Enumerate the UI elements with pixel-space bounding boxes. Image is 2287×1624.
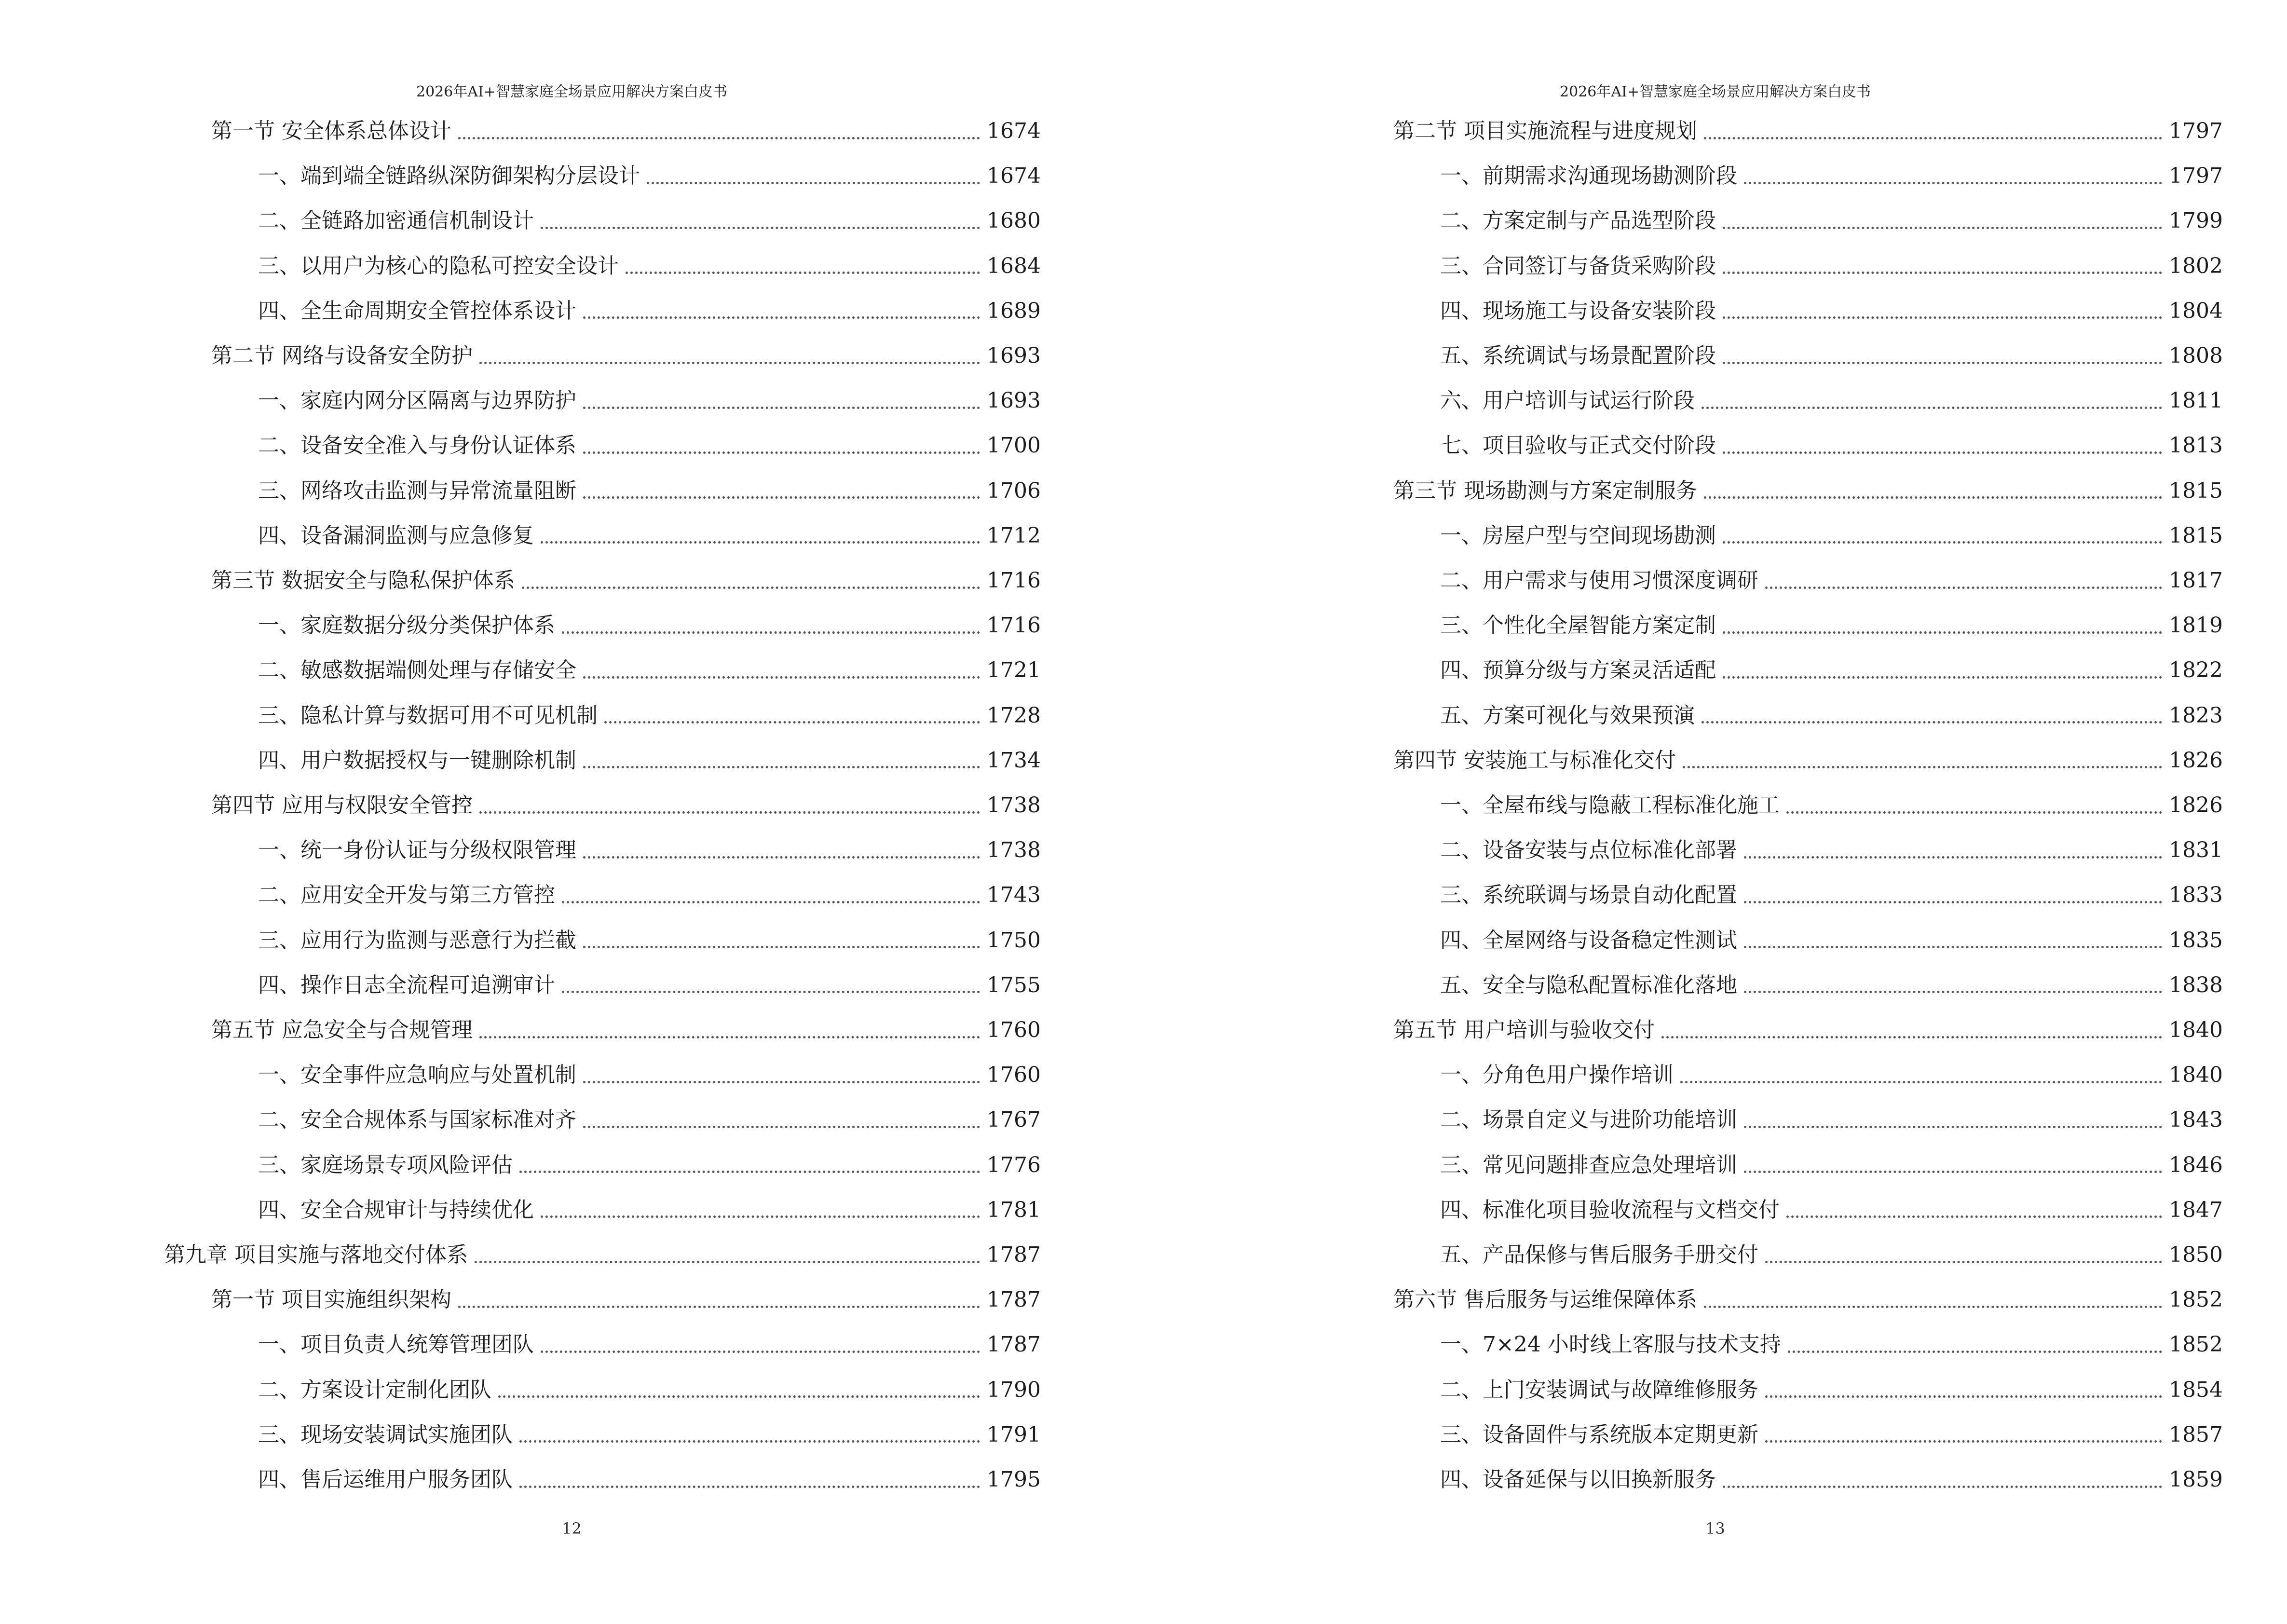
toc-entry-page: 1819 bbox=[2169, 613, 2223, 638]
toc-entry-page: 1840 bbox=[2169, 1018, 2223, 1042]
dot-leader bbox=[479, 1036, 980, 1038]
dot-leader bbox=[1744, 856, 2162, 859]
dot-leader bbox=[541, 1351, 980, 1353]
toc-entry-title: 第一节 项目实施组织架构 bbox=[211, 1287, 451, 1312]
toc-entry-page: 1674 bbox=[987, 164, 1041, 189]
toc-entry-page: 1787 bbox=[987, 1332, 1041, 1357]
toc-entry-title: 第一节 安全体系总体设计 bbox=[211, 119, 451, 143]
dot-leader bbox=[541, 541, 980, 544]
toc-entry-page: 1852 bbox=[2169, 1287, 2223, 1312]
dot-leader bbox=[583, 1126, 980, 1128]
toc-entry-title: 一、家庭内网分区隔离与边界防护 bbox=[258, 388, 576, 413]
toc-entry-title: 一、房屋户型与空间现场勘测 bbox=[1440, 523, 1716, 548]
toc-entry-title: 七、项目验收与正式交付阶段 bbox=[1440, 433, 1716, 458]
toc-entry-title: 二、方案定制与产品选型阶段 bbox=[1440, 208, 1716, 233]
toc-entry-page: 1815 bbox=[2169, 523, 2223, 548]
dot-leader bbox=[1765, 1395, 2162, 1398]
toc-entry-title: 三、应用行为监测与恶意行为拦截 bbox=[258, 928, 576, 953]
toc-entry[interactable] bbox=[164, 520, 1041, 551]
dot-leader bbox=[1702, 407, 2162, 409]
toc-entry[interactable] bbox=[1346, 745, 2223, 776]
toc-entry-page: 1817 bbox=[2169, 568, 2223, 593]
toc-entry[interactable] bbox=[164, 1060, 1041, 1091]
dot-leader bbox=[1723, 227, 2162, 229]
dot-leader bbox=[541, 1215, 980, 1218]
toc-entry-page: 1716 bbox=[987, 568, 1041, 593]
dot-leader bbox=[1744, 991, 2162, 993]
toc-entry[interactable] bbox=[164, 430, 1041, 461]
dot-leader bbox=[583, 766, 980, 768]
dot-leader bbox=[1704, 1306, 2162, 1308]
toc-entry-title: 五、产品保修与售后服务手册交付 bbox=[1440, 1242, 1758, 1267]
toc-entry-page: 1750 bbox=[987, 928, 1041, 953]
toc-entry[interactable] bbox=[164, 700, 1041, 731]
toc-entry[interactable] bbox=[164, 1329, 1041, 1360]
toc-entry-title: 四、用户数据授权与一键删除机制 bbox=[258, 748, 576, 773]
toc-entry-title: 三、家庭场景专项风险评估 bbox=[258, 1152, 513, 1177]
toc-entry[interactable] bbox=[1346, 1284, 2223, 1315]
toc-entry[interactable] bbox=[1346, 205, 2223, 236]
toc-entry-page: 1797 bbox=[2169, 119, 2223, 143]
toc-entry-title: 三、常见问题排查应急处理培训 bbox=[1440, 1152, 1737, 1177]
dot-leader bbox=[479, 811, 980, 814]
toc-entry[interactable] bbox=[164, 1150, 1041, 1181]
toc-entry-page: 1857 bbox=[2169, 1422, 2223, 1447]
toc-entry-title: 四、设备漏洞监测与应急修复 bbox=[258, 523, 534, 548]
toc-entry-page: 1738 bbox=[987, 793, 1041, 818]
toc-entry[interactable] bbox=[164, 970, 1041, 1001]
dot-leader bbox=[1723, 362, 2162, 364]
toc-entry-page: 1835 bbox=[2169, 928, 2223, 953]
toc-entry-page: 1674 bbox=[987, 119, 1041, 143]
toc-entry-title: 四、全生命周期安全管控体系设计 bbox=[258, 298, 576, 323]
toc-entry-title: 第五节 用户培训与验收交付 bbox=[1393, 1018, 1655, 1042]
toc-entry-page: 1787 bbox=[987, 1242, 1041, 1267]
page-number: 13 bbox=[1705, 1519, 1725, 1538]
toc-entry[interactable] bbox=[1346, 251, 2223, 282]
dot-leader bbox=[1765, 1440, 2162, 1443]
toc-entry-page: 1776 bbox=[987, 1152, 1041, 1177]
toc-entry[interactable] bbox=[1346, 1150, 2223, 1181]
dot-leader bbox=[1744, 901, 2162, 903]
toc-entry-page: 1847 bbox=[2169, 1197, 2223, 1222]
toc-entry[interactable] bbox=[164, 1195, 1041, 1226]
dot-leader bbox=[583, 316, 980, 319]
toc-entry-title: 五、系统调试与场景配置阶段 bbox=[1440, 343, 1716, 368]
toc-entry-page: 1781 bbox=[987, 1197, 1041, 1222]
dot-leader bbox=[541, 227, 980, 229]
toc-entry-title: 四、预算分级与方案灵活适配 bbox=[1440, 658, 1716, 683]
dot-leader bbox=[1765, 1261, 2162, 1263]
toc-entry-page: 1795 bbox=[987, 1467, 1041, 1492]
toc-entry-title: 一、家庭数据分级分类保护体系 bbox=[258, 613, 555, 638]
toc-entry-title: 四、安全合规审计与持续优化 bbox=[258, 1197, 534, 1222]
dot-leader bbox=[479, 362, 980, 364]
toc-entry-page: 1706 bbox=[987, 478, 1041, 503]
toc-entry-page: 1843 bbox=[2169, 1107, 2223, 1133]
toc-entry-title: 第四节 安装施工与标准化交付 bbox=[1393, 748, 1676, 773]
toc-entry[interactable] bbox=[1346, 925, 2223, 956]
toc-entry-title: 二、场景自定义与进阶功能培训 bbox=[1440, 1107, 1737, 1133]
dot-leader bbox=[583, 407, 980, 409]
toc-entry-page: 1684 bbox=[987, 253, 1041, 278]
toc-entry[interactable] bbox=[164, 790, 1041, 821]
toc-entry-title: 第五节 应急安全与合规管理 bbox=[211, 1018, 473, 1042]
running-header: 2026年AI+智慧家庭全场景应用解决方案白皮书 bbox=[416, 83, 727, 100]
toc-entry[interactable] bbox=[164, 1105, 1041, 1135]
toc-entry-title: 三、现场安装调试实施团队 bbox=[258, 1422, 513, 1447]
dot-leader bbox=[1744, 946, 2162, 948]
toc-entry[interactable] bbox=[164, 385, 1041, 416]
toc-entry[interactable] bbox=[1346, 835, 2223, 866]
toc-entry-page: 1823 bbox=[2169, 703, 2223, 728]
toc-entry-title: 一、7×24 小时线上客服与技术支持 bbox=[1440, 1332, 1781, 1357]
toc-entry[interactable] bbox=[164, 610, 1041, 641]
toc-entry-title: 三、网络攻击监测与异常流量阻断 bbox=[258, 478, 576, 503]
toc-entry[interactable] bbox=[1346, 880, 2223, 911]
toc-entry[interactable] bbox=[164, 1240, 1041, 1270]
dot-leader bbox=[562, 631, 980, 634]
dot-leader bbox=[604, 721, 980, 723]
toc-entry[interactable] bbox=[1346, 1195, 2223, 1226]
dot-leader bbox=[458, 137, 980, 139]
toc-entry-page: 1700 bbox=[987, 433, 1041, 458]
toc-entry-title: 三、隐私计算与数据可用不可见机制 bbox=[258, 703, 598, 728]
toc-entry-title: 四、售后运维用户服务团队 bbox=[258, 1467, 513, 1492]
dot-leader bbox=[583, 496, 980, 499]
page-number: 12 bbox=[562, 1519, 582, 1538]
toc-entry-title: 五、方案可视化与效果预演 bbox=[1440, 703, 1695, 728]
toc-entry-title: 四、现场施工与设备安装阶段 bbox=[1440, 298, 1716, 323]
toc-entry[interactable] bbox=[1346, 655, 2223, 686]
dot-leader bbox=[583, 946, 980, 948]
toc-entry[interactable] bbox=[1346, 565, 2223, 596]
toc-entry-page: 1787 bbox=[987, 1287, 1041, 1312]
toc-entry-page: 1755 bbox=[987, 972, 1041, 997]
toc-entry-page: 1799 bbox=[2169, 208, 2223, 233]
dot-leader bbox=[1788, 1351, 2162, 1353]
toc-entry[interactable] bbox=[164, 1375, 1041, 1406]
toc-entry[interactable] bbox=[1346, 116, 2223, 147]
dot-leader bbox=[1704, 496, 2162, 499]
dot-leader bbox=[583, 856, 980, 859]
toc-entry-title: 一、统一身份认证与分级权限管理 bbox=[258, 838, 576, 863]
toc-entry-title: 二、设备安装与点位标准化部署 bbox=[1440, 838, 1737, 863]
toc-entry-title: 二、全链路加密通信机制设计 bbox=[258, 208, 534, 233]
toc-entry[interactable] bbox=[164, 205, 1041, 236]
toc-entry-page: 1760 bbox=[987, 1018, 1041, 1042]
toc-entry[interactable] bbox=[164, 341, 1041, 371]
toc-entry-page: 1846 bbox=[2169, 1152, 2223, 1177]
toc-entry-page: 1797 bbox=[2169, 164, 2223, 189]
toc-entry-page: 1693 bbox=[987, 388, 1041, 413]
toc-entry-title: 一、前期需求沟通现场勘测阶段 bbox=[1440, 164, 1737, 189]
dot-leader bbox=[583, 1081, 980, 1083]
toc-entry[interactable] bbox=[164, 1464, 1041, 1495]
toc-entry[interactable] bbox=[164, 925, 1041, 956]
toc-entry-title: 四、操作日志全流程可追溯审计 bbox=[258, 972, 555, 997]
toc-entry[interactable] bbox=[1346, 341, 2223, 371]
toc-entry-title: 五、安全与隐私配置标准化落地 bbox=[1440, 972, 1737, 997]
toc-entry-title: 二、设备安全准入与身份认证体系 bbox=[258, 433, 576, 458]
toc-entry-title: 一、端到端全链路纵深防御架构分层设计 bbox=[258, 164, 640, 189]
toc-entry-page: 1738 bbox=[987, 838, 1041, 863]
dot-leader bbox=[519, 1486, 980, 1488]
toc-entry[interactable] bbox=[164, 1419, 1041, 1450]
toc-entry[interactable] bbox=[1346, 476, 2223, 506]
toc-entry-page: 1689 bbox=[987, 298, 1041, 323]
toc-entry-page: 1833 bbox=[2169, 883, 2223, 908]
toc-entry[interactable] bbox=[1346, 1329, 2223, 1360]
toc-entry-page: 1712 bbox=[987, 523, 1041, 548]
toc-entry-page: 1854 bbox=[2169, 1377, 2223, 1402]
toc-entry-title: 二、应用安全开发与第三方管控 bbox=[258, 883, 555, 908]
toc-entry-page: 1826 bbox=[2169, 748, 2223, 773]
toc-entry[interactable] bbox=[164, 116, 1041, 147]
toc-entry-title: 二、方案设计定制化团队 bbox=[258, 1377, 491, 1402]
dot-leader bbox=[1723, 1486, 2162, 1488]
toc-entry[interactable] bbox=[164, 880, 1041, 911]
dot-leader bbox=[1744, 182, 2162, 184]
toc-entry-page: 1716 bbox=[987, 613, 1041, 638]
toc-entry-page: 1808 bbox=[2169, 343, 2223, 368]
toc-entry-title: 第三节 数据安全与隐私保护体系 bbox=[211, 568, 515, 593]
toc-entry[interactable] bbox=[1346, 1015, 2223, 1046]
toc-entry-title: 四、全屋网络与设备稳定性测试 bbox=[1440, 928, 1737, 953]
toc-entry-page: 1802 bbox=[2169, 253, 2223, 278]
toc-entry-title: 三、以用户为核心的隐私可控安全设计 bbox=[258, 253, 619, 278]
toc-entry[interactable] bbox=[1346, 1464, 2223, 1495]
toc-entry[interactable] bbox=[164, 835, 1041, 866]
dot-leader bbox=[1723, 451, 2162, 454]
toc-entry-title: 二、敏感数据端侧处理与存储安全 bbox=[258, 658, 576, 683]
toc-entry-title: 第九章 项目实施与落地交付体系 bbox=[164, 1242, 468, 1267]
toc-entry-title: 四、标准化项目验收流程与文档交付 bbox=[1440, 1197, 1780, 1222]
toc-entry[interactable] bbox=[1346, 970, 2223, 1001]
running-header: 2026年AI+智慧家庭全场景应用解决方案白皮书 bbox=[1560, 83, 1871, 100]
toc-entry-title: 三、个性化全屋智能方案定制 bbox=[1440, 613, 1716, 638]
toc-entry-page: 1826 bbox=[2169, 793, 2223, 818]
toc-entry-title: 一、全屋布线与隐蔽工程标准化施工 bbox=[1440, 793, 1780, 818]
toc-entry-page: 1721 bbox=[987, 658, 1041, 683]
dot-leader bbox=[583, 451, 980, 454]
toc-entry[interactable] bbox=[1346, 1419, 2223, 1450]
dot-leader bbox=[519, 1171, 980, 1173]
toc-entry-page: 1734 bbox=[987, 748, 1041, 773]
dot-leader bbox=[1744, 1171, 2162, 1173]
toc-entry-page: 1760 bbox=[987, 1063, 1041, 1088]
toc-entry-page: 1831 bbox=[2169, 838, 2223, 863]
toc-entry[interactable] bbox=[164, 565, 1041, 596]
dot-leader bbox=[1723, 541, 2162, 544]
toc-entry[interactable] bbox=[1346, 1060, 2223, 1091]
dot-leader bbox=[1661, 1036, 2162, 1038]
dot-leader bbox=[1786, 811, 2162, 814]
toc-entry-page: 1822 bbox=[2169, 658, 2223, 683]
toc-entry-page: 1791 bbox=[987, 1422, 1041, 1447]
toc-entry-page: 1680 bbox=[987, 208, 1041, 233]
dot-leader bbox=[562, 991, 980, 993]
dot-leader bbox=[1723, 676, 2162, 679]
dot-leader bbox=[1702, 721, 2162, 723]
toc-entry-title: 二、用户需求与使用习惯深度调研 bbox=[1440, 568, 1758, 593]
dot-leader bbox=[562, 901, 980, 903]
toc-entry-title: 二、安全合规体系与国家标准对齐 bbox=[258, 1107, 576, 1133]
toc-entry-page: 1811 bbox=[2169, 388, 2223, 413]
toc-entry[interactable] bbox=[1346, 296, 2223, 327]
toc-entry[interactable] bbox=[1346, 430, 2223, 461]
dot-leader bbox=[1744, 1126, 2162, 1128]
dot-leader bbox=[1723, 631, 2162, 634]
toc-entry-title: 第六节 售后服务与运维保障体系 bbox=[1393, 1287, 1697, 1312]
toc-entry-title: 一、项目负责人统筹管理团队 bbox=[258, 1332, 534, 1357]
toc-entry-page: 1850 bbox=[2169, 1242, 2223, 1267]
toc-entry[interactable] bbox=[1346, 1105, 2223, 1135]
dot-leader bbox=[1704, 137, 2162, 139]
toc-entry[interactable] bbox=[164, 161, 1041, 191]
toc-entry-title: 第二节 项目实施流程与进度规划 bbox=[1393, 119, 1697, 143]
toc-entry[interactable] bbox=[164, 476, 1041, 506]
dot-leader bbox=[1723, 316, 2162, 319]
dot-leader bbox=[498, 1395, 980, 1398]
toc-entry-title: 第三节 现场勘测与方案定制服务 bbox=[1393, 478, 1697, 503]
toc-entry[interactable] bbox=[164, 251, 1041, 282]
dot-leader bbox=[1786, 1215, 2162, 1218]
toc-entry-title: 三、合同签订与备货采购阶段 bbox=[1440, 253, 1716, 278]
toc-entry-title: 第四节 应用与权限安全管控 bbox=[211, 793, 473, 818]
toc-entry[interactable] bbox=[1346, 610, 2223, 641]
dot-leader bbox=[1680, 1081, 2162, 1083]
toc-entry-title: 一、安全事件应急响应与处置机制 bbox=[258, 1063, 576, 1088]
dot-leader bbox=[1723, 272, 2162, 274]
dot-leader bbox=[583, 676, 980, 679]
toc-entry-title: 第二节 网络与设备安全防护 bbox=[211, 343, 473, 368]
dot-leader bbox=[522, 587, 980, 589]
toc-entry-title: 三、设备固件与系统版本定期更新 bbox=[1440, 1422, 1758, 1447]
toc-entry-page: 1728 bbox=[987, 703, 1041, 728]
toc-entry-page: 1813 bbox=[2169, 433, 2223, 458]
toc-entry-page: 1852 bbox=[2169, 1332, 2223, 1357]
toc-entry[interactable] bbox=[164, 296, 1041, 327]
toc-entry-title: 一、分角色用户操作培训 bbox=[1440, 1063, 1674, 1088]
dot-leader bbox=[458, 1306, 980, 1308]
dot-leader bbox=[626, 272, 980, 274]
toc-entry-page: 1859 bbox=[2169, 1467, 2223, 1492]
toc-entry-page: 1767 bbox=[987, 1107, 1041, 1133]
toc-entry[interactable] bbox=[164, 1015, 1041, 1046]
toc-entry-title: 六、用户培训与试运行阶段 bbox=[1440, 388, 1695, 413]
toc-entry[interactable] bbox=[1346, 520, 2223, 551]
dot-leader bbox=[519, 1440, 980, 1443]
right-page bbox=[1144, 0, 2287, 1624]
toc-entry-title: 三、系统联调与场景自动化配置 bbox=[1440, 883, 1737, 908]
toc-entry[interactable] bbox=[1346, 1375, 2223, 1406]
dot-leader bbox=[475, 1261, 980, 1263]
dot-leader bbox=[1765, 587, 2162, 589]
toc-entry[interactable] bbox=[1346, 1240, 2223, 1270]
toc-entry-page: 1804 bbox=[2169, 298, 2223, 323]
toc-entry[interactable] bbox=[1346, 161, 2223, 191]
toc-entry-page: 1743 bbox=[987, 883, 1041, 908]
toc-entry[interactable] bbox=[164, 745, 1041, 776]
toc-entry-title: 四、设备延保与以旧换新服务 bbox=[1440, 1467, 1716, 1492]
dot-leader bbox=[647, 182, 980, 184]
dot-leader bbox=[1683, 766, 2162, 768]
toc-entry[interactable] bbox=[164, 1284, 1041, 1315]
toc-entry-page: 1815 bbox=[2169, 478, 2223, 503]
toc-entry-title: 二、上门安装调试与故障维修服务 bbox=[1440, 1377, 1758, 1402]
toc-entry-page: 1840 bbox=[2169, 1063, 2223, 1088]
toc-entry[interactable] bbox=[1346, 790, 2223, 821]
toc-entry[interactable] bbox=[164, 655, 1041, 686]
toc-entry-page: 1790 bbox=[987, 1377, 1041, 1402]
toc-entry-page: 1693 bbox=[987, 343, 1041, 368]
toc-entry[interactable] bbox=[1346, 700, 2223, 731]
toc-entry-page: 1838 bbox=[2169, 972, 2223, 997]
toc-entry[interactable] bbox=[1346, 385, 2223, 416]
